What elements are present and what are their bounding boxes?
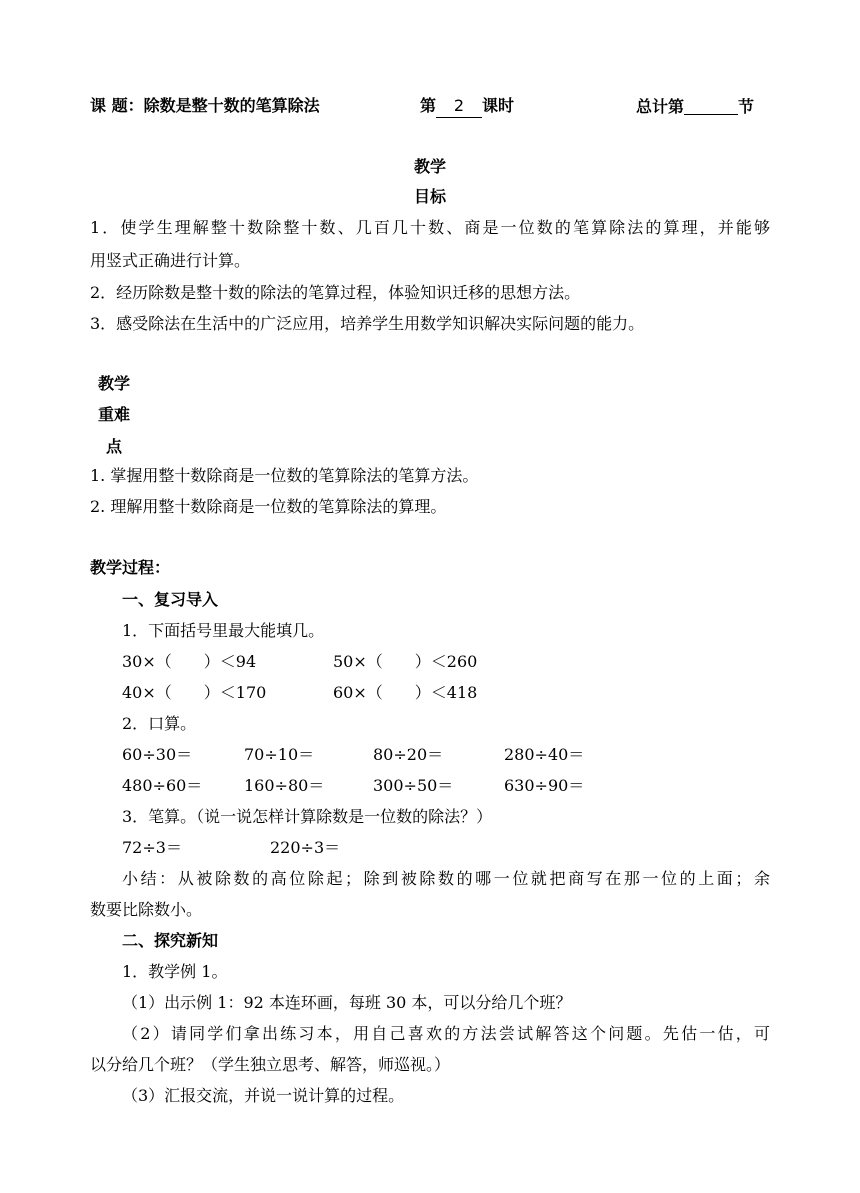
- q2-row-1-col-2: 70÷10＝: [244, 745, 315, 764]
- q2-row-2-col-4: 630÷90＝: [504, 776, 585, 795]
- section-1-title: 一、复习导入: [122, 590, 219, 609]
- keypoints-heading-2: 重难: [98, 405, 131, 424]
- objective-2: 2．经历除数是整十数的除法的笔算过程，体验知识迁移的思想方法。: [90, 283, 581, 302]
- keypoints-heading-1: 教学: [98, 374, 131, 393]
- summary-line-1: 小结：从被除数的高位除起；除到被除数的哪一位就把商写在那一位的上面；余: [122, 869, 770, 888]
- lesson-prefix: 第: [420, 96, 437, 115]
- keypoints-heading-3: 点: [106, 437, 123, 456]
- section-2-title: 二、探究新知: [122, 931, 219, 950]
- header-total: [636, 95, 754, 118]
- example-1: 1．教学例 1。: [122, 962, 228, 981]
- header-lesson: [420, 95, 514, 118]
- summary-line-2: 数要比除数小。: [90, 900, 203, 919]
- question-1: 1．下面括号里最大能填几。: [122, 621, 325, 640]
- q2-row-2-col-3: 300÷50＝: [373, 776, 454, 795]
- q2-row-2-col-2: 160÷80＝: [244, 776, 325, 795]
- q1-row-2-col-1: 40×（ ）＜170: [122, 683, 267, 702]
- total-prefix: 总计第: [636, 97, 685, 116]
- q1-row-1-col-1: 30×（ ）＜94: [122, 652, 257, 671]
- objectives-heading-1: 教学: [413, 157, 446, 176]
- q3-item-2: 220÷3＝: [270, 838, 341, 857]
- step-1: （1）出示例 1：92 本连环画，每班 30 本，可以分给几个班？: [122, 993, 572, 1012]
- process-heading: 教学过程：: [90, 558, 171, 577]
- objectives-heading-2: 目标: [413, 187, 446, 206]
- keypoint-1: 1. 掌握用整十数除商是一位数的笔算除法的笔算方法。: [90, 466, 479, 485]
- objective-1-line-1: 1．使学生理解整十数除整十数、几百几十数、商是一位数的笔算除法的算理，并能够: [90, 218, 770, 237]
- objective-1-line-2: 用竖式正确进行计算。: [90, 251, 251, 270]
- q1-row-1-col-2: 50×（ ）＜260: [333, 652, 478, 671]
- topic-title: 除数是整十数的笔算除法: [143, 96, 320, 115]
- step-2-line-1: （2）请同学们拿出练习本，用自己喜欢的方法尝试解答这个问题。先估一估，可: [122, 1024, 770, 1043]
- q3-item-1: 72÷3＝: [122, 838, 182, 857]
- lesson-number: 2: [436, 95, 482, 118]
- q2-row-1-col-4: 280÷40＝: [504, 745, 585, 764]
- q2-row-1-col-1: 60÷30＝: [122, 745, 193, 764]
- step-2-line-2: 以分给几个班？（学生独立思考、解答，师巡视。）: [90, 1055, 451, 1074]
- objective-3: 3．感受除法在生活中的广泛应用，培养学生用数学知识解决实际问题的能力。: [90, 314, 645, 333]
- lesson-suffix: 课时: [482, 96, 515, 115]
- total-suffix: 节: [738, 97, 755, 116]
- question-3: 3．笔算。（说一说怎样计算除数是一位数的除法？）: [122, 807, 493, 826]
- q2-row-1-col-3: 80÷20＝: [373, 745, 444, 764]
- question-2: 2．口算。: [122, 714, 197, 733]
- q1-row-2-col-2: 60×（ ）＜418: [333, 683, 478, 702]
- header-topic: [90, 95, 320, 117]
- q2-row-2-col-1: 480÷60＝: [122, 776, 203, 795]
- total-blank: [684, 95, 738, 115]
- step-3: （3）汇报交流，并说一说计算的过程。: [122, 1086, 405, 1105]
- topic-label: 课 题：: [90, 96, 144, 115]
- keypoint-2: 2. 理解用整十数除商是一位数的笔算除法的算理。: [90, 497, 447, 516]
